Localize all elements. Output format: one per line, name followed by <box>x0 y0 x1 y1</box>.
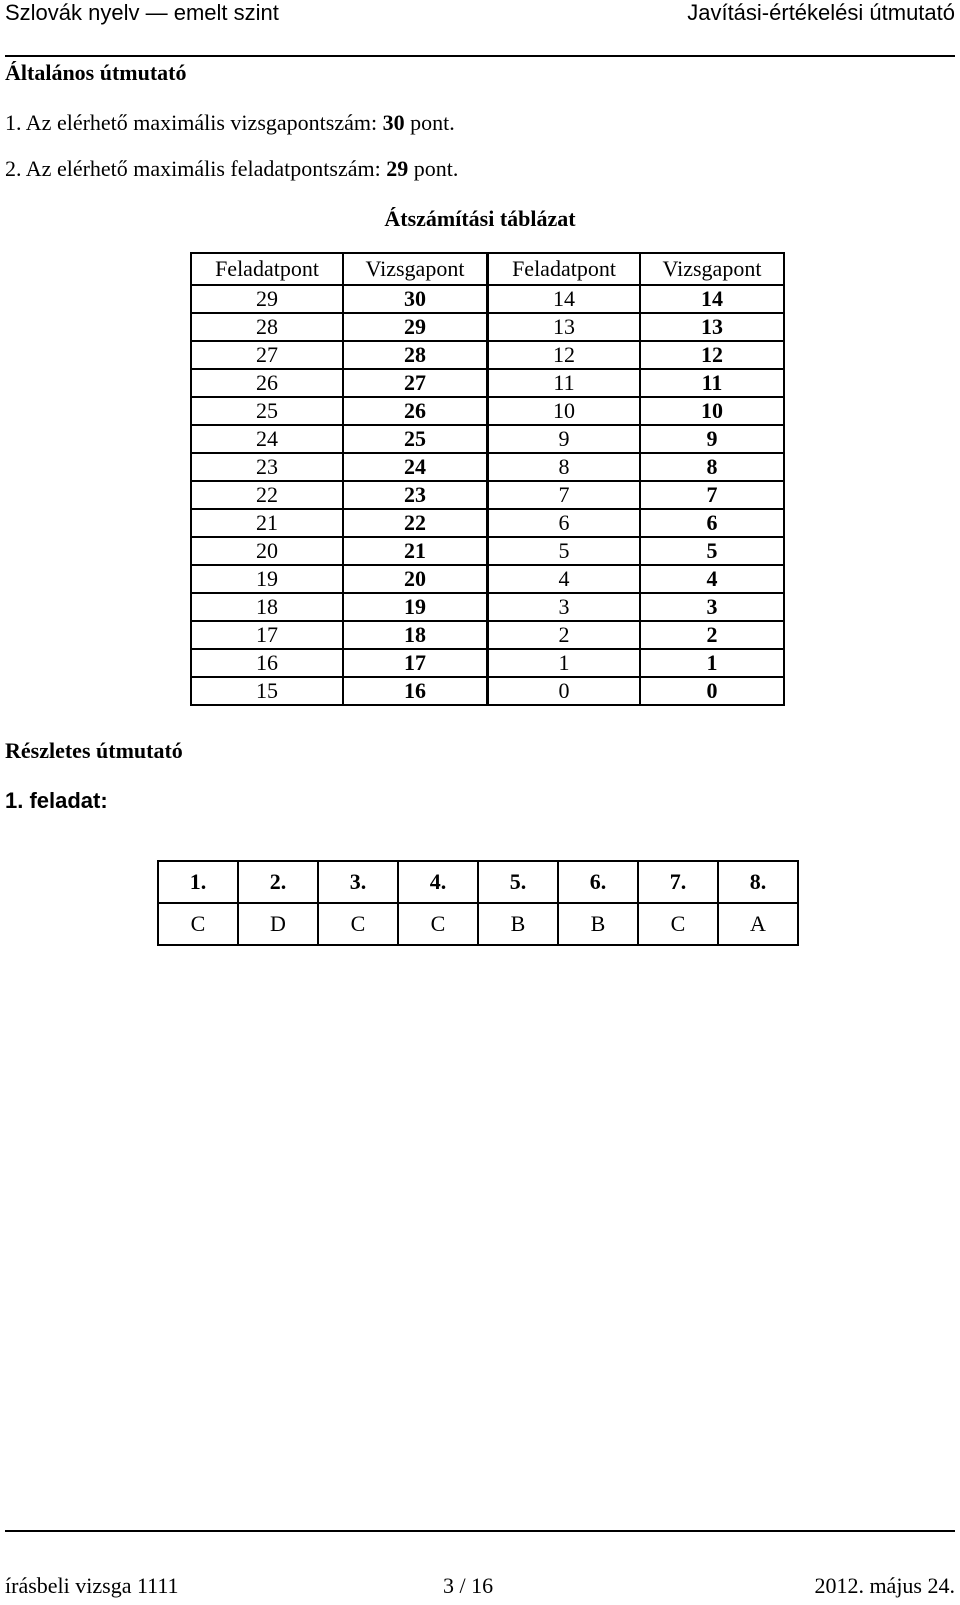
answer-cell: C <box>158 903 238 945</box>
header-rule <box>5 55 955 57</box>
conversion-table-row <box>191 593 487 621</box>
conversion-table-row <box>191 509 487 537</box>
exam-points-cell: 4 <box>640 565 784 593</box>
task-points-cell: 23 <box>191 453 343 481</box>
task-points-cell: 5 <box>488 537 640 565</box>
task-points-cell: 26 <box>191 369 343 397</box>
header-subject: Szlovák nyelv — emelt szint <box>5 0 279 25</box>
task-points-cell: 9 <box>488 425 640 453</box>
general-item-1-text: 1. Az elérhető maximális vizsgapontszám: <box>5 110 383 135</box>
answer-key-answers-row <box>158 903 798 945</box>
exam-points-cell: 23 <box>343 481 487 509</box>
task-points-cell: 11 <box>488 369 640 397</box>
conversion-table-row <box>488 453 784 481</box>
col-header-task-points: Feladatpont <box>488 253 640 285</box>
exam-points-cell: 29 <box>343 313 487 341</box>
task-points-cell: 0 <box>488 677 640 705</box>
question-number-cell: 5. <box>478 861 558 903</box>
general-item-2-value: 29 <box>386 156 409 181</box>
general-item-2 <box>5 156 458 182</box>
task-1-label: 1. feladat: <box>5 788 108 813</box>
question-number-cell: 1. <box>158 861 238 903</box>
task-points-cell: 16 <box>191 649 343 677</box>
conversion-table-row <box>488 369 784 397</box>
exam-points-cell: 19 <box>343 593 487 621</box>
task-points-cell: 17 <box>191 621 343 649</box>
exam-points-cell: 21 <box>343 537 487 565</box>
question-number-cell: 2. <box>238 861 318 903</box>
conversion-table-row <box>191 425 487 453</box>
answer-cell: B <box>558 903 638 945</box>
exam-points-cell: 14 <box>640 285 784 313</box>
task-points-cell: 1 <box>488 649 640 677</box>
conversion-table-row <box>191 341 487 369</box>
conversion-table-row <box>488 621 784 649</box>
footer-exam-code: írásbeli vizsga 1111 <box>5 1573 179 1598</box>
task-points-cell: 27 <box>191 341 343 369</box>
conversion-table-row <box>488 593 784 621</box>
conversion-table-row <box>191 285 487 313</box>
task-points-cell: 21 <box>191 509 343 537</box>
conversion-table-row <box>191 397 487 425</box>
task-points-cell: 15 <box>191 677 343 705</box>
conversion-table-left <box>190 252 488 706</box>
exam-points-cell: 25 <box>343 425 487 453</box>
exam-points-cell: 27 <box>343 369 487 397</box>
conversion-table-row <box>488 537 784 565</box>
conversion-table-left-body <box>191 253 487 705</box>
col-header-exam-points: Vizsgapont <box>640 253 784 285</box>
exam-points-cell: 24 <box>343 453 487 481</box>
conversion-table-row <box>191 649 487 677</box>
task-points-cell: 4 <box>488 565 640 593</box>
task-points-cell: 14 <box>488 285 640 313</box>
exam-points-cell: 8 <box>640 453 784 481</box>
task-points-cell: 24 <box>191 425 343 453</box>
exam-points-cell: 11 <box>640 369 784 397</box>
conversion-table-row <box>191 565 487 593</box>
conversion-table-row <box>488 313 784 341</box>
conversion-table-row <box>191 369 487 397</box>
conversion-table-row <box>191 677 487 705</box>
exam-points-cell: 18 <box>343 621 487 649</box>
exam-points-cell: 22 <box>343 509 487 537</box>
question-number-cell: 4. <box>398 861 478 903</box>
task-points-cell: 19 <box>191 565 343 593</box>
conversion-table-row <box>488 481 784 509</box>
exam-points-cell: 6 <box>640 509 784 537</box>
header-doc-type: Javítási-értékelési útmutató <box>687 0 955 25</box>
exam-points-cell: 5 <box>640 537 784 565</box>
task-points-cell: 20 <box>191 537 343 565</box>
answer-cell: C <box>638 903 718 945</box>
exam-points-cell: 28 <box>343 341 487 369</box>
exam-points-cell: 3 <box>640 593 784 621</box>
exam-points-cell: 20 <box>343 565 487 593</box>
conversion-table-row <box>488 397 784 425</box>
task-points-cell: 3 <box>488 593 640 621</box>
task-points-cell: 18 <box>191 593 343 621</box>
question-number-cell: 8. <box>718 861 798 903</box>
task-points-cell: 25 <box>191 397 343 425</box>
general-heading: Általános útmutató <box>5 60 187 85</box>
conversion-table-title: Átszámítási táblázat <box>384 206 576 231</box>
conversion-table-row <box>488 649 784 677</box>
exam-points-cell: 0 <box>640 677 784 705</box>
answer-cell: C <box>398 903 478 945</box>
task-points-cell: 29 <box>191 285 343 313</box>
conversion-table-right <box>487 252 785 706</box>
task-points-cell: 28 <box>191 313 343 341</box>
general-item-2-text: 2. Az elérhető maximális feladatpontszám: <box>5 156 387 181</box>
general-item-2-suffix: pont. <box>408 156 459 181</box>
exam-points-cell: 9 <box>640 425 784 453</box>
col-header-task-points: Feladatpont <box>191 253 343 285</box>
conversion-table-header-row <box>191 253 487 285</box>
answer-key-body <box>158 861 798 945</box>
conversion-table-row <box>488 677 784 705</box>
exam-points-cell: 16 <box>343 677 487 705</box>
conversion-table-row <box>191 481 487 509</box>
answer-key-numbers-row <box>158 861 798 903</box>
exam-points-cell: 2 <box>640 621 784 649</box>
exam-points-cell: 17 <box>343 649 487 677</box>
general-item-1-value: 30 <box>382 110 405 135</box>
exam-points-cell: 1 <box>640 649 784 677</box>
task-points-cell: 2 <box>488 621 640 649</box>
exam-points-cell: 12 <box>640 341 784 369</box>
answer-cell: A <box>718 903 798 945</box>
conversion-table-row <box>191 621 487 649</box>
exam-points-cell: 13 <box>640 313 784 341</box>
exam-points-cell: 26 <box>343 397 487 425</box>
task-points-cell: 10 <box>488 397 640 425</box>
conversion-table-header-row <box>488 253 784 285</box>
answer-cell: C <box>318 903 398 945</box>
detailed-heading: Részletes útmutató <box>5 738 183 763</box>
task-points-cell: 22 <box>191 481 343 509</box>
conversion-table-row <box>488 341 784 369</box>
exam-points-cell: 30 <box>343 285 487 313</box>
conversion-table-right-body <box>488 253 784 705</box>
general-item-1-suffix: pont. <box>404 110 455 135</box>
conversion-table-row <box>191 313 487 341</box>
conversion-table-row <box>191 537 487 565</box>
task-points-cell: 12 <box>488 341 640 369</box>
exam-points-cell: 7 <box>640 481 784 509</box>
conversion-table-row <box>488 425 784 453</box>
task-points-cell: 6 <box>488 509 640 537</box>
question-number-cell: 6. <box>558 861 638 903</box>
task-points-cell: 8 <box>488 453 640 481</box>
conversion-table-row <box>488 509 784 537</box>
answer-cell: D <box>238 903 318 945</box>
conversion-table-row <box>191 453 487 481</box>
footer-page-number: 3 / 16 <box>443 1573 494 1598</box>
exam-points-cell: 10 <box>640 397 784 425</box>
answer-key-table <box>157 860 799 946</box>
col-header-exam-points: Vizsgapont <box>343 253 487 285</box>
question-number-cell: 7. <box>638 861 718 903</box>
footer-date: 2012. május 24. <box>814 1573 955 1598</box>
question-number-cell: 3. <box>318 861 398 903</box>
conversion-table-row <box>488 565 784 593</box>
conversion-table-row <box>488 285 784 313</box>
footer-rule <box>5 1530 955 1532</box>
answer-cell: B <box>478 903 558 945</box>
general-item-1 <box>5 110 455 136</box>
task-points-cell: 13 <box>488 313 640 341</box>
task-points-cell: 7 <box>488 481 640 509</box>
